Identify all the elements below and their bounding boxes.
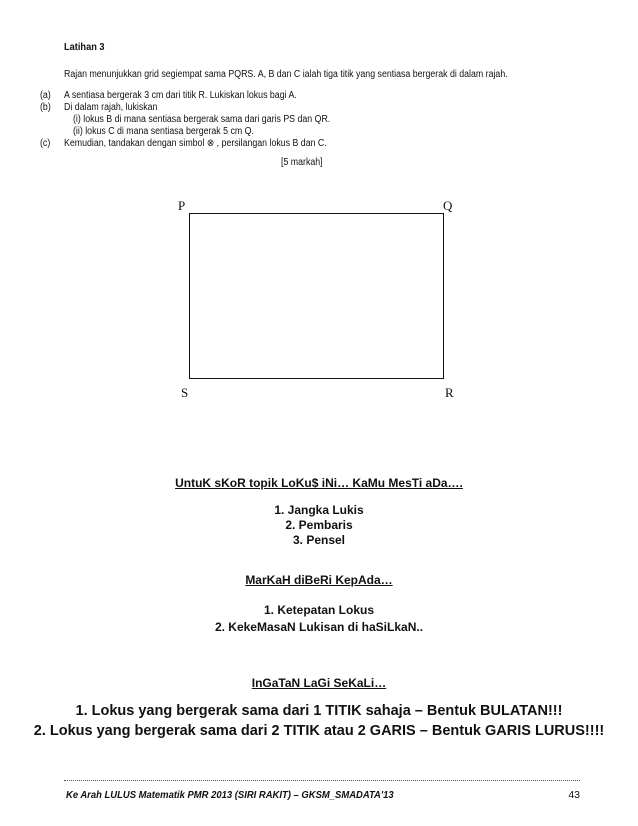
question-label-b: (b) [40, 102, 51, 113]
marks-label: [5 markah] [281, 157, 323, 168]
tools-heading: UntuK sKoR topik LoKu$ iNi… KaMu MesTi aDa…. [175, 476, 463, 490]
vertex-p-label: P [178, 198, 186, 213]
criteria-item: 2. KekeMasaN Lukisan di haSiLkaN.. [214, 620, 424, 634]
tool-item: 2. Pembaris [285, 518, 353, 532]
criteria-item: 1. Ketepatan Lokus [263, 603, 375, 617]
footer-divider [64, 780, 580, 781]
exercise-title: Latihan 3 [64, 41, 105, 53]
question-b-ii-text: (ii) lokus C di mana sentiasa bergerak 5 cm Q. [73, 126, 254, 137]
question-a-text: A sentiasa bergerak 3 cm dari titik R. Lukiskan lokus bagi A. [64, 90, 297, 101]
question-c-text: Kemudian, tandakan dengan simbol ⊗ , persilangan lokus B dan C. [64, 138, 327, 149]
rule-item: 2. Lokus yang bergerak sama dari 2 TITIK atau 2 GARIS – Bentuk GARIS LURUS!!!! [33, 723, 605, 739]
marks-heading: MarKaH diBeRi KepAda… [245, 573, 393, 587]
vertex-q-label: Q [443, 198, 453, 213]
footer-text: Ke Arah LULUS Matematik PMR 2013 (SIRI RAKIT) – GKSM_SMADATA'13 [66, 789, 394, 801]
square-pqrs [189, 213, 444, 379]
question-b-text: Di dalam rajah, lukiskan [64, 102, 158, 113]
tool-item: 3. Pensel [292, 533, 346, 547]
exercise-intro: Rajan menunjukkan grid segiempat sama PQRS. A, B dan C ialah tiga titik yang sentiasa bergerak di dalam rajah. [64, 69, 508, 80]
vertex-r-label: R [445, 385, 454, 400]
vertex-s-label: S [181, 385, 189, 400]
page-number: 43 [568, 789, 580, 801]
rule-item: 1. Lokus yang bergerak sama dari 1 TITIK sahaja – Bentuk BULATAN!!! [75, 703, 563, 719]
remember-heading: InGaTaN LaGi SeKaLi… [251, 676, 387, 690]
question-label-a: (a) [40, 90, 51, 101]
question-b-i-text: (i) lokus B di mana sentiasa bergerak sama dari garis PS dan QR. [73, 114, 331, 125]
tool-item: 1. Jangka Lukis [274, 503, 364, 517]
question-label-c: (c) [40, 138, 51, 149]
